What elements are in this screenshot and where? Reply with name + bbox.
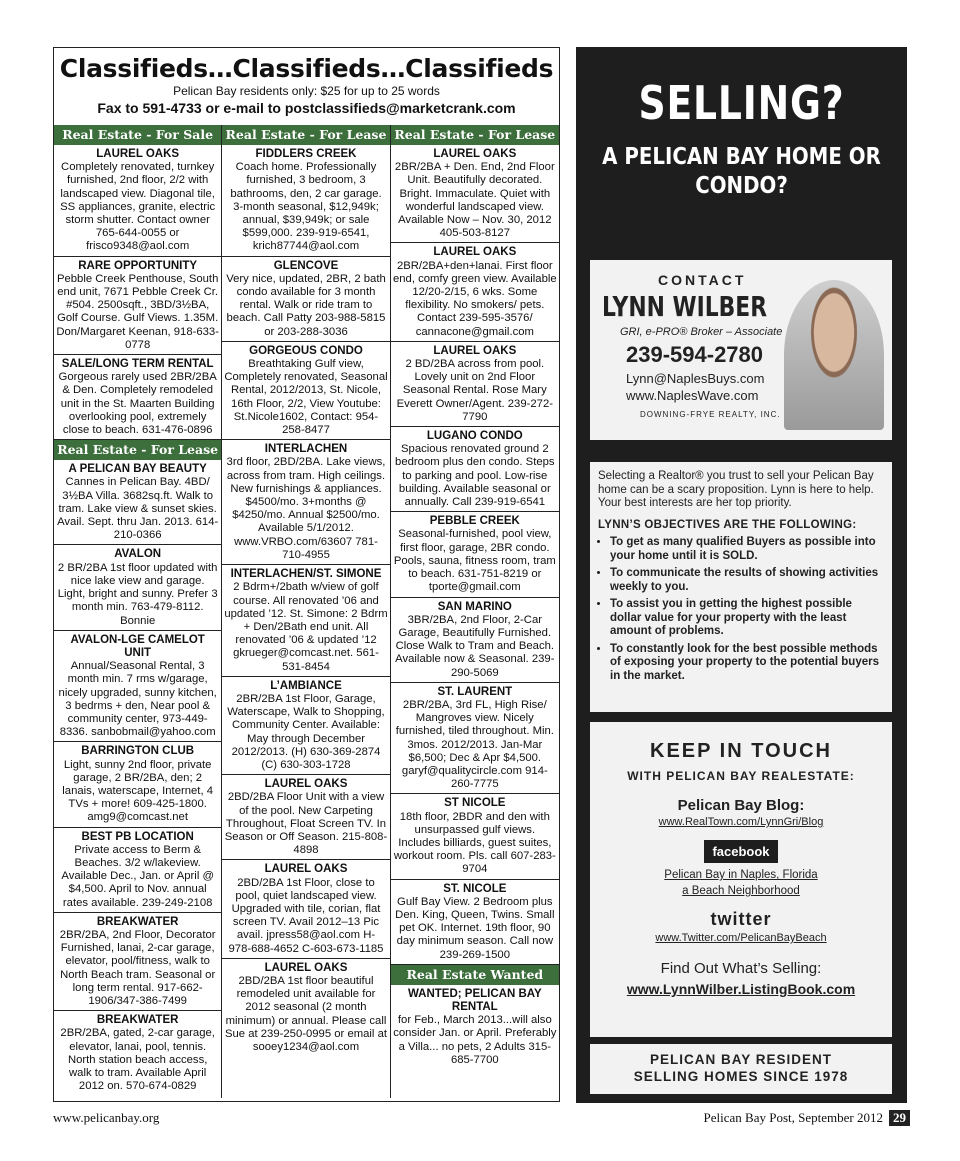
listing-body: 2BR/2BA 1st Floor, Garage, Waterscape, Walk to Shopping, Community Center. Available: May through December 2012/2013. (H) 630-369-2874 (C) 630-303-1728 xyxy=(227,692,385,771)
find-out-label: Find Out What’s Selling: xyxy=(660,960,822,977)
fax-line: Fax to 591-4733 or e-mail to postclassifieds@marketcrank.com xyxy=(97,100,516,116)
realtor-advertisement xyxy=(576,47,907,1103)
listing-title: INTERLACHEN/ST. SIMONE xyxy=(230,568,382,581)
publication-name: Pelican Bay Post, September 2012 xyxy=(703,1110,883,1125)
section-header: Real Estate - For Lease xyxy=(222,125,389,145)
footer-publication xyxy=(704,1110,910,1126)
ad-headline: SELLING? xyxy=(638,76,845,130)
listing xyxy=(54,913,221,1011)
twitter-link[interactable]: www.Twitter.com/PelicanBayBeach xyxy=(655,932,827,944)
listing xyxy=(222,775,389,860)
classifieds-header xyxy=(54,48,559,125)
listing-body: Seasonal-furnished, pool view, first floor, garage, 2BR condo. Pools, sauna, fitness room, tram to beach. 631-751-8219 or tporte@gmail.com xyxy=(393,528,556,594)
listing-body: 2BR/2BA+den+lanai. First floor end, comfy green view. Available 12/20-2/15, 6 wks. Some flexibility. No smokers/ pets. Contact 239-595-3576/ cannacone@gmail.com xyxy=(392,259,557,338)
listing xyxy=(54,355,221,440)
listing-title: AVALON xyxy=(114,548,162,561)
listing xyxy=(54,257,221,355)
listing-body: 2BR/2BA, gated, 2-car garage, elevator, lanai, pool, tennis. North station beach access, walk to tram. Available April 2012 on. 570-674-0829 xyxy=(60,1027,215,1093)
section-header: Real Estate - For Lease xyxy=(391,125,559,145)
listing-body: Completely renovated, turnkey furnished, 2nd floor, 2/2 with landscaped view. Diagonal tile, SS appliances, granite, electric storm shutter. Contact owner 765-644-0055 or frisco9348@aol.com xyxy=(60,161,216,253)
listing xyxy=(391,880,559,965)
listing-body: 2BD/2BA Floor Unit with a view of the pool. New Carpeting Throughout, Float Screen TV. In Season or Off Season. 215-808-4898 xyxy=(224,791,388,857)
listing-title: GORGEOUS CONDO xyxy=(249,344,363,357)
listing-body: 2BR/2BA, 3rd FL, High Rise/ Mangroves view. Nicely furnished, tiled throughout. Min. 3mos. 2012/2013. Jan-Mar $6,500; Dec & Apr $4,500. garyf@qualitycircle.com 914-260-7775 xyxy=(395,698,554,791)
listing-body: 3rd floor, 2BD/2BA. Lake views, across from tram. High ceilings. New furnishings & appliances. $4500/mo. 3+months @ $4250/mo. Annual $2500/mo. Available 5/1/2012. www.VRBO.com/63607 781-710-4955 xyxy=(226,456,386,561)
objective-item: • To communicate the results of showing activities weekly to you. xyxy=(610,567,884,594)
listing-body: Gorgeous rarely used 2BR/2BA & Den. Completely remodeled unit in the St. Maarten Building overlooking pool, extremely close to beach. 631-476-0896 xyxy=(58,371,217,437)
intro-text: Selecting a Realtor® you trust to sell your Pelican Bay home can be a scary proposition. Lynn is here to help. Your best interests are her top priority. xyxy=(598,470,874,509)
listing-title: ST. NICOLE xyxy=(443,882,507,895)
listing xyxy=(54,145,221,257)
listing-body: Light, sunny 2nd floor, private garage, 2 BR/2BA, den; 2 lanais, waterscape, Internet, 4 TVs + more! 609-425-1800. amg9@comcast.net xyxy=(62,758,214,824)
listing-title: LAUREL OAKS xyxy=(264,863,348,876)
agent-photo xyxy=(784,280,884,430)
facebook-logo: facebook xyxy=(704,840,777,863)
listing xyxy=(222,565,389,677)
listing-body: Very nice, updated, 2BR, 2 bath condo available for 3 month rental. Walk or ride tram to beach. Call Patty 203-988-5815 or 203-288-3036 xyxy=(226,272,386,338)
objective-item: • To get as many qualified Buyers as possible into your home until it is SOLD. xyxy=(610,536,884,563)
listing xyxy=(391,985,559,1069)
listing-title: LAUREL OAKS xyxy=(264,778,348,791)
listing xyxy=(391,794,559,879)
listing xyxy=(54,742,221,827)
blog-link[interactable]: www.RealTown.com/LynnGri/Blog xyxy=(658,816,824,828)
listing-title: GLENCOVE xyxy=(273,259,339,272)
listing-title: LAUREL OAKS xyxy=(433,246,517,259)
agent-email: Lynn@NaplesBuys.com xyxy=(626,371,765,386)
listing-body: 18th floor, 2BDR and den with unsurpassed gulf views. Includes billiards, guest suites, workout room. Pls. call 607-283-9704 xyxy=(393,810,556,876)
ad-question: A PELICAN BAY HOME OR CONDO? xyxy=(602,144,881,199)
column-1 xyxy=(54,125,222,1098)
facebook-link[interactable] xyxy=(590,867,892,899)
listing-title: FIDDLERS CREEK xyxy=(255,148,357,160)
listing xyxy=(222,860,389,958)
listing xyxy=(222,440,389,565)
keep-in-touch-title: KEEP IN TOUCH xyxy=(650,740,832,762)
listing xyxy=(391,427,559,512)
listingbook-link[interactable]: www.LynnWilber.ListingBook.com xyxy=(626,981,856,997)
brokerage-logo: DOWNING-FRYE REALTY, INC. xyxy=(640,410,781,419)
listing-title: WANTED; PELICAN BAY RENTAL xyxy=(407,987,542,1013)
contact-label: CONTACT xyxy=(658,272,747,288)
listing-body: Coach home. Professionally furnished, 3 bedroom, 3 bathrooms, den, 2 car garage. 3-month seasonal, $12,949k; annual, $39,949k; or sale $599,000. 239-919-6541, krich87744@aol.com xyxy=(230,161,382,253)
listing xyxy=(391,342,559,427)
keep-in-touch-box xyxy=(590,722,892,1037)
listing xyxy=(391,683,559,795)
agent-phone: 239-594-2780 xyxy=(626,342,764,367)
listing-body: 2 BR/2BA 1st floor updated with nice lake view and garage. Light, bright and sunny. Prefer 3 month min. 763-479-8112. Bonnie xyxy=(57,561,218,627)
listing-body: 2 Bdrm+/2bath w/view of golf course. All renovated ’06 and updated ’12. St. Simone: 2 Bdrm + Den/2Bath end unit. All renovated ’06 & updated ’12 gkrueger@comcast.net. 561-531-8454 xyxy=(224,581,388,673)
resident-line-2: SELLING HOMES SINCE 1978 xyxy=(633,1069,849,1084)
column-3 xyxy=(391,125,559,1098)
listing-title: BREAKWATER xyxy=(96,915,179,928)
facebook-line-2: a Beach Neighborhood xyxy=(682,885,800,897)
listing-body: 2 BD/2BA across from pool. Lovely unit on 2nd Floor Seasonal Rental. Rose Mary Everett Owner/Agent. 239-272-7790 xyxy=(396,358,553,423)
listing-title: BREAKWATER xyxy=(96,1014,179,1027)
listing-title: BARRINGTON CLUB xyxy=(81,745,195,758)
listing-title: INTERLACHEN xyxy=(264,443,348,456)
classifieds-panel xyxy=(53,47,560,1102)
listing-body: 2BR/2BA, 2nd Floor, Decorator Furnished, lanai, 2-car garage, elevator, pool/fitness, walk to North Beach tram. Seasonal or long term rental. 917-662-1906/347-386-7499 xyxy=(59,928,216,1007)
listing-title: LAUREL OAKS xyxy=(96,148,180,160)
listing xyxy=(222,342,389,440)
listing-body: 2BD/2BA 1st Floor, close to pool, quiet landscaped view. Upgraded with tile, corian, flat screen TV. Avail 2012–13 Pic avail. jpress58@aol.com H- 978-688-4652 C-603-673-1185 xyxy=(228,876,384,955)
keep-in-touch-subtitle: WITH PELICAN BAY REALESTATE: xyxy=(627,769,855,783)
listing xyxy=(54,631,221,743)
classifieds-columns xyxy=(54,125,559,1098)
listing-body: Annual/Seasonal Rental, 3 month min. 7 rms w/garage, nicely upgraded, sunny kitchen, 3 bedrms + den, Near pool & community center, 973-449-8336. sanbobmail@yahoo.com xyxy=(58,660,217,739)
blog-label: Pelican Bay Blog: xyxy=(677,797,805,814)
listing-body: Spacious renovated ground 2 bedroom plus den condo. Steps to parking and pool. Low-rise building. Available seasonal or annually. Call 239-919-6541 xyxy=(395,443,555,509)
listing-body: Private access to Berm & Beaches. 3/2 w/lakeview. Available Dec., Jan. or April @ $4,500. April to Nov. annual rates available. 239-249-2108 xyxy=(61,843,214,909)
agent-card xyxy=(590,260,892,440)
listing-title: AVALON-LGE CAMELOT UNIT xyxy=(70,633,205,659)
section-header: Real Estate - For Sale xyxy=(54,125,221,145)
listing-title: LAUREL OAKS xyxy=(433,344,517,357)
resident-banner xyxy=(590,1044,892,1094)
listing-title: LAUREL OAKS xyxy=(433,148,517,160)
twitter-logo: twitter xyxy=(710,909,772,929)
listing-title: PEBBLE CREEK xyxy=(429,515,520,528)
listing xyxy=(391,598,559,683)
agent-role: GRI, e-PRO® Broker – Associate xyxy=(620,326,783,338)
ad-top xyxy=(576,47,907,462)
listing xyxy=(54,828,221,913)
objectives-heading: LYNN’S OBJECTIVES ARE THE FOLLOWING: xyxy=(598,518,857,531)
listing-body: Breathtaking Gulf view, Completely renovated, Seasonal Rental, 2012/2013, St. Nicole, 16th Floor, 2/2, View Youtube: St.Nicole1602, Contact: 954-258-8477 xyxy=(224,358,388,437)
section-header: Real Estate Wanted xyxy=(391,965,559,985)
listing xyxy=(222,145,389,257)
objectives-box xyxy=(590,462,892,712)
listing xyxy=(222,959,389,1056)
listing xyxy=(391,243,559,341)
section-header: Real Estate - For Lease xyxy=(54,440,221,460)
listing-body: 2BR/2BA + Den. End, 2nd Floor Unit. Beautifully decorated. Bright. Immaculate. Quiet with wonderful landscaped view. Available Now – Nov. 30, 2012 405-503-8127 xyxy=(394,161,555,240)
column-2 xyxy=(222,125,390,1098)
listing xyxy=(222,257,389,342)
objective-item: • To constantly look for the best possible methods of exposing your property to the potential buyers in the market. xyxy=(610,643,884,684)
listing-title: LUGANO CONDO xyxy=(426,430,523,443)
listing-title: L’AMBIANCE xyxy=(270,679,342,692)
listing xyxy=(54,545,221,630)
listing-title: A PELICAN BAY BEAUTY xyxy=(68,463,207,476)
listing-body: 2BD/2BA 1st floor beautiful remodeled unit available for 2012 seasonal (2 month minimum) or annual. Please call Sue at 239-250-0995 or email at sooey1234@aol.com xyxy=(224,974,387,1053)
listing-body: for Feb., March 2013...will also consider Jan. or April. Preferably a Villa... no pets, 2 Adults 315- 685-7700 xyxy=(393,1014,557,1066)
objective-item: • To assist you in getting the highest possible dollar value for your property with the least amount of problems. xyxy=(610,598,884,639)
resident-line-1: PELICAN BAY RESIDENT xyxy=(649,1052,833,1067)
objectives-list xyxy=(598,536,884,683)
listing-title: SAN MARINO xyxy=(437,600,512,613)
facebook-line-1: Pelican Bay in Naples, Florida xyxy=(664,869,818,881)
subtitle: Pelican Bay residents only: $25 for up to 25 words xyxy=(173,84,440,98)
agent-name: LYNN WILBER xyxy=(602,290,768,323)
agent-website: www.NaplesWave.com xyxy=(626,388,759,403)
listing-body: Pebble Creek Penthouse, South end unit, 7671 Pebble Creek Cr. #504. 2500sqft., 3BD/3½BA, Golf Course. Gulf Views. 1.35M. Don/Margaret Keenan, 918-633-0778 xyxy=(56,272,219,351)
listing-body: 3BR/2BA, 2nd Floor, 2-Car Garage, Beautifully Furnished. Close Walk to Tram and Beach. Available now & Seasonal. 239-290-5069 xyxy=(395,613,555,679)
page-number: 29 xyxy=(889,1110,910,1126)
listing-title: ST NICOLE xyxy=(444,797,506,810)
listing-title: RARE OPPORTUNITY xyxy=(78,259,198,272)
listing xyxy=(391,512,559,597)
page-title: Classifieds…Classifieds…Classifieds xyxy=(59,54,554,83)
listing-body: Gulf Bay View. 2 Bedroom plus Den. King, Queen, Twins. Small pet OK. Internet. 19th floor, 90 day minimum season. Call now 239-269-1500 xyxy=(395,895,555,961)
listing xyxy=(54,460,221,545)
listing-title: BEST PB LOCATION xyxy=(81,830,194,843)
listing-title: ST. LAURENT xyxy=(437,685,513,698)
listing xyxy=(391,145,559,243)
footer-website[interactable]: www.pelicanbay.org xyxy=(53,1110,160,1125)
listing xyxy=(222,677,389,775)
listing-title: LAUREL OAKS xyxy=(264,961,348,974)
listing-title: SALE/LONG TERM RENTAL xyxy=(61,358,214,371)
listing-body: Cannes in Pelican Bay. 4BD/ 3½BA Villa. 3682sq.ft. Walk to tram. Lake view & sunset skies. Avail. Sept. thru Jan. 2013. 614-210-0366 xyxy=(57,476,219,542)
listing xyxy=(54,1011,221,1095)
